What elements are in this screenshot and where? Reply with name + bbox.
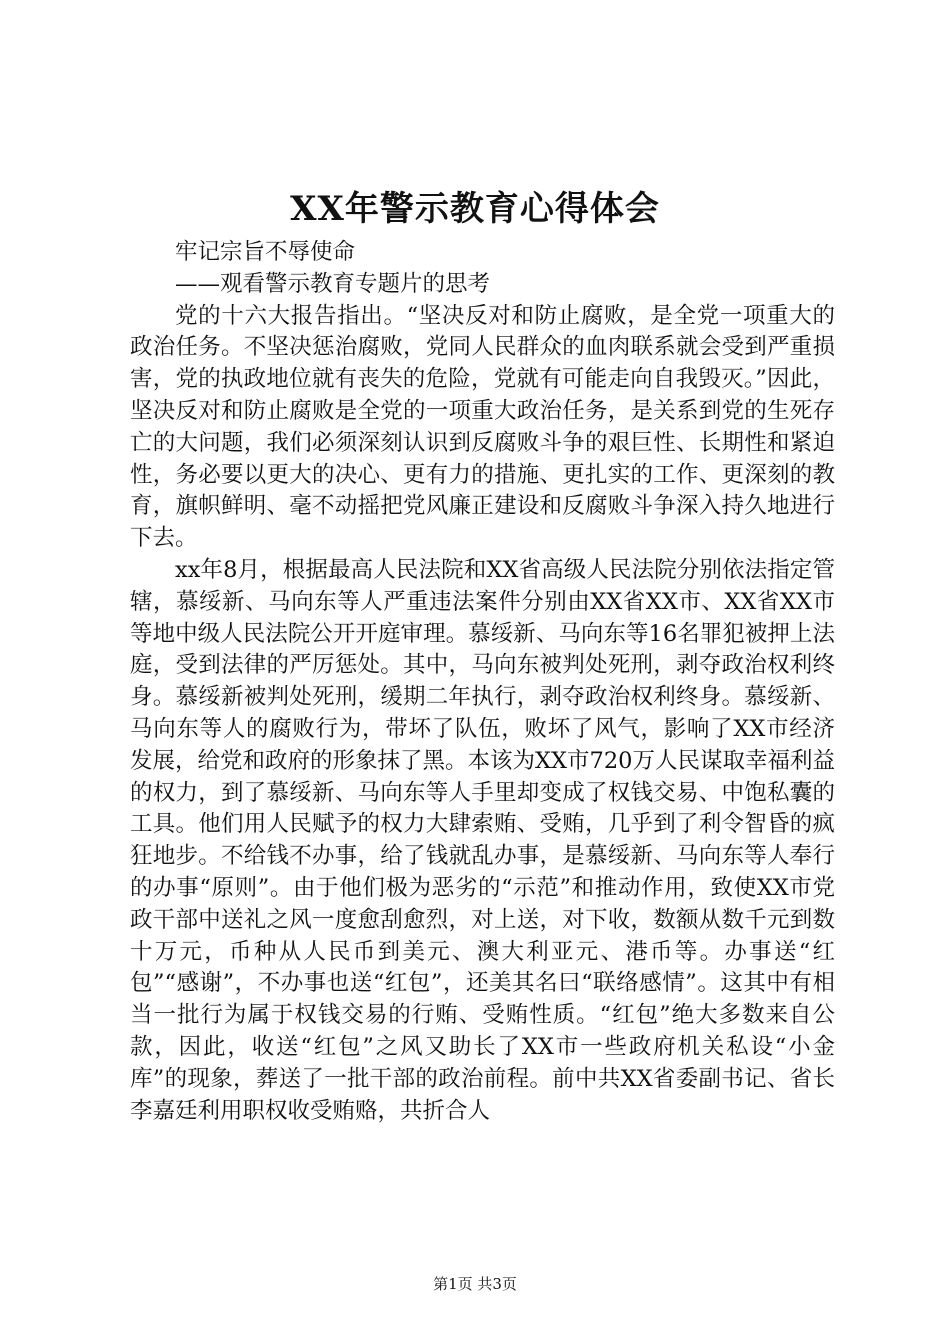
body-paragraph: xx年8月，根据最高人民法院和XX省高级人民法院分别依法指定管辖，慕绥新、马向东等人严重违法案件分别由XX省XX市、XX省XX市等地中级人民法院公开开庭审理。慕绥新、马向东等16名罪犯被押上法庭，受到法律的严厉惩处。其中，马向东被判处死刑，剥夺政治权利终身。慕绥新被判处死刑，缓期二年执行，剥夺政治权利终身。慕绥新、马向东等人的腐败行为，带坏了队伍，败坏了风气，影响了XX市经济发展，给党和政府的形象抹了黑。本该为XX市720万人民谋取幸福利益的权力，到了慕绥新、马向东等人手里却变成了权钱交易、中饱私囊的工具。他们用人民赋予的权力大肆索贿、受贿，几乎到了利令智昏的疯狂地步。不给钱不办事，给了钱就乱办事，是慕绥新、马向东等人奉行的办事“原则”。由于他们极为恶劣的“示范”和推动作用，致使XX市党政干部中送礼之风一度愈刮愈烈，对上送，对下收，数额从数千元到数十万元，币种从人民币到美元、澳大利亚元、港币等。办事送“红包”“感谢”，不办事也送“红包”，还美其名曰“联络感情”。这其中有相当一批行为属于权钱交易的行贿、受贿性质。“红包”绝大多数来自公款，因此，收送“红包”之风又助长了XX市一些政府机关私设“小金库”的现象，葬送了一批干部的政治前程。前中共XX省委副书记、省长李嘉廷利用职权收受贿赂，共折合人 [130, 556, 835, 1124]
document-body [130, 237, 835, 1127]
page-number-footer: 第1页 共3页 [433, 1275, 517, 1293]
subtitle-line: 牢记宗旨不辱使命 [175, 239, 356, 265]
document-title: XX年警示教育心得体会 [290, 189, 660, 229]
subtitle-line: ——观看警示教育专题片的思考 [175, 270, 491, 297]
body-paragraph: 党的十六大报告指出。“坚决反对和防止腐败，是全党一项重大的政治任务。不坚决惩治腐败，党同人民群众的血肉联系就会受到严重损害，党的执政地位就有丧失的危险，党就有可能走向自我毁灭。”因此，坚决反对和防止腐败是全党的一项重大政治任务，是关系到党的生死存亡的大问题，我们必须深刻认识到反腐败斗争的艰巨性、长期性和紧迫性，务必要以更大的决心、更有力的措施、更扎实的工作、更深刻的教育，旗帜鲜明、毫不动摇把党风廉正建设和反腐败斗争深入持久地进行下去。 [130, 302, 835, 552]
